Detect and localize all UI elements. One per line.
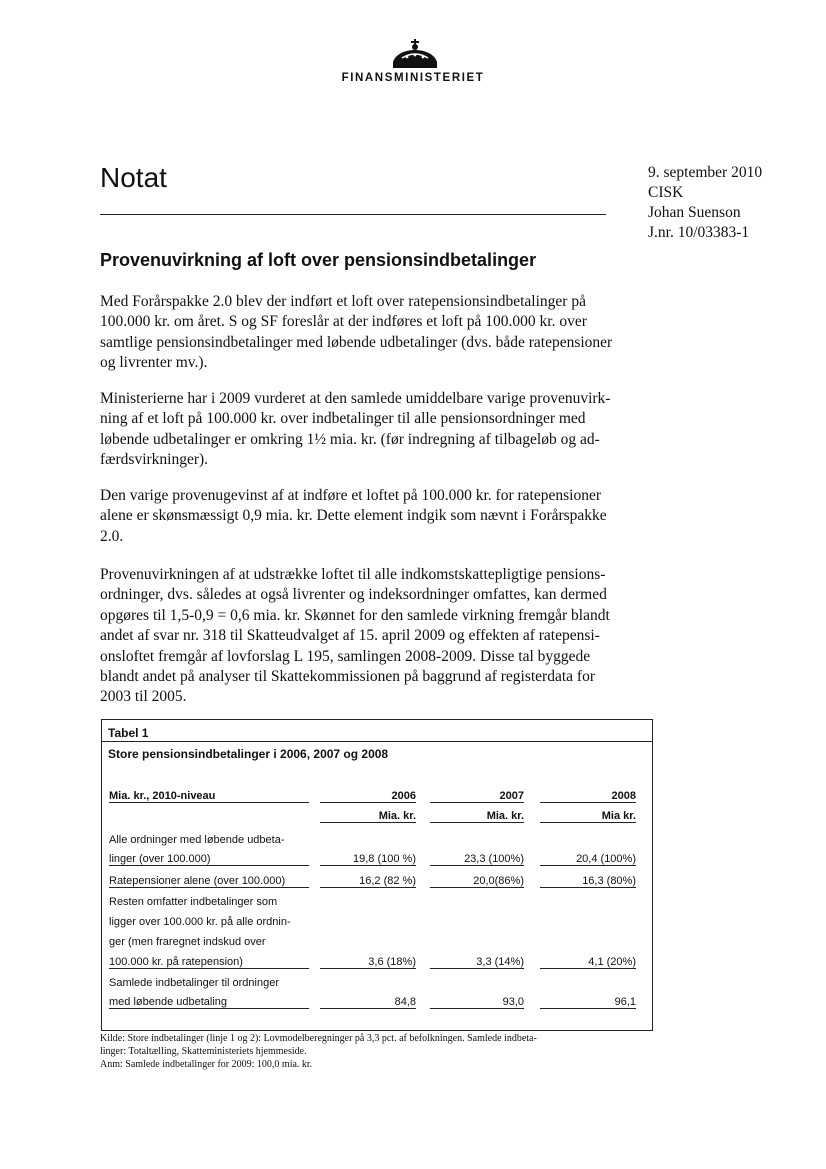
body-paragraph-4 — [100, 565, 660, 708]
table-row-label: Ratepensioner alene (over 100.000) — [109, 875, 309, 888]
paragraph-line: blandt andet på analyser til Skattekommissionen på baggrund af registerdata for — [100, 668, 595, 686]
table-label: Tabel 1 — [108, 726, 149, 740]
table-cell: 20,4 (100%) — [540, 853, 636, 866]
ministry-name: FINANSMINISTERIET — [341, 72, 485, 84]
table-year-header: 2006 — [320, 790, 416, 803]
table-year-header: 2007 — [430, 790, 524, 803]
header-divider — [100, 214, 606, 215]
table-row-label: med løbende udbetaling — [109, 996, 309, 1009]
table-cell: 16,2 (82 %) — [320, 875, 416, 888]
paragraph-line: 2.0. — [100, 527, 124, 545]
paragraph-line: 2003 til 2005. — [100, 688, 187, 706]
table-cell: 96,1 — [540, 996, 636, 1009]
paragraph-line: løbende udbetalinger er omkring 1½ mia. kr. (før indregning af tilbageløb og ad- — [100, 430, 600, 448]
paragraph-line: ordninger, dvs. således at også livrenter og indeksordninger omfattes, kan dermed — [100, 586, 607, 604]
paragraph-line: Med Forårspakke 2.0 blev der indført et loft over ratepensionsindbetalinger på — [100, 293, 586, 310]
table-row-label: Samlede indbetalinger til ordninger — [109, 977, 279, 989]
table-unit-header: Mia kr. — [540, 810, 636, 823]
paragraph-line: ning af et loft på 100.000 kr. over indbetalinger til alle pensionsordninger med — [100, 410, 586, 428]
document-meta — [648, 163, 762, 243]
document-author: Johan Suenson — [648, 204, 741, 221]
footnote-line: Anm: Samlede indbetalinger for 2009: 100,0 mia. kr. — [100, 1059, 313, 1070]
table-cell: 23,3 (100%) — [430, 853, 524, 866]
table-column-header: Mia. kr., 2010-niveau — [109, 790, 309, 803]
table-row-label: Resten omfatter indbetalinger som — [109, 896, 278, 908]
paragraph-line: andet af svar nr. 318 til Skatteudvalget af 15. april 2009 og effekten af ratepensi- — [100, 627, 600, 645]
table-row-label: ligger over 100.000 kr. på alle ordnin- — [109, 916, 291, 928]
document-unit: CISK — [648, 184, 684, 201]
journal-number: J.nr. 10/03383-1 — [648, 224, 750, 241]
footnote-line: Kilde: Store indbetalinger (linje 1 og 2): Lovmodelberegninger på 3,3 pct. af befolkningen. Samlede indbeta- — [100, 1033, 537, 1044]
table-footnotes — [100, 1032, 640, 1071]
paragraph-line: færdsvirkninger). — [100, 451, 209, 469]
paragraph-line: alene er skønsmæssigt 0,9 mia. kr. Dette element indgik som nævnt i Forårspakke — [100, 507, 607, 525]
table-cell: 4,1 (20%) — [540, 956, 636, 969]
paragraph-line: Provenuvirkningen af at udstrække loftet til alle indkomstskattepligtige pensions- — [100, 566, 606, 583]
body-paragraph-3 — [100, 486, 660, 547]
paragraph-line: og livrenter mv.). — [100, 354, 208, 372]
table-cell: 3,3 (14%) — [430, 956, 524, 969]
table-divider — [101, 741, 652, 742]
table-unit-header: Mia. kr. — [430, 810, 524, 823]
table-row-label: 100.000 kr. på ratepension) — [109, 956, 309, 969]
document-type: Notat — [100, 162, 167, 193]
table-cell: 3,6 (18%) — [320, 956, 416, 969]
table-row-label: ger (men fraregnet indskud over — [109, 936, 266, 948]
paragraph-line: Den varige provenugevinst af at indføre et loftet på 100.000 kr. for ratepensioner — [100, 487, 601, 504]
table-cell: 19,8 (100 %) — [320, 853, 416, 866]
document-date: 9. september 2010 — [648, 164, 763, 181]
body-paragraph-2 — [100, 389, 660, 471]
crown-logo-icon — [390, 36, 440, 70]
paragraph-line: opgøres til 1,5-0,9 = 0,6 mia. kr. Skønnet for den samlede virkning fremgår blandt — [100, 606, 610, 624]
table-cell: 84,8 — [320, 996, 416, 1009]
table-row-label: linger (over 100.000) — [109, 853, 309, 866]
paragraph-line: Ministerierne har i 2009 vurderet at den samlede umiddelbare varige provenuvirk- — [100, 390, 611, 407]
page-title: Provenuvirkning af loft over pensionsindbetalinger — [100, 250, 537, 270]
table-title: Store pensionsindbetalinger i 2006, 2007 og 2008 — [108, 747, 389, 761]
paragraph-line: samtlige pensionsindbetalinger med løbende udbetalinger (dvs. både ratepensioner — [100, 333, 613, 351]
table-cell: 16,3 (80%) — [540, 875, 636, 888]
table-unit-header: Mia. kr. — [320, 810, 416, 823]
footnote-line: linger: Totaltælling, Skatteministeriets hjemmeside. — [100, 1046, 307, 1057]
table-row-label: Alle ordninger med løbende udbeta- — [109, 834, 285, 846]
table-cell: 93,0 — [430, 996, 524, 1009]
table-year-header: 2008 — [540, 790, 636, 803]
paragraph-line: onsloftet fremgår af lovforslag L 195, samlingen 2008-2009. Disse tal byggede — [100, 647, 591, 665]
body-paragraph-1 — [100, 292, 660, 374]
table-cell: 20,0(86%) — [430, 875, 524, 888]
paragraph-line: 100.000 kr. om året. S og SF foreslår at der indføres et loft på 100.000 kr. over — [100, 313, 587, 331]
